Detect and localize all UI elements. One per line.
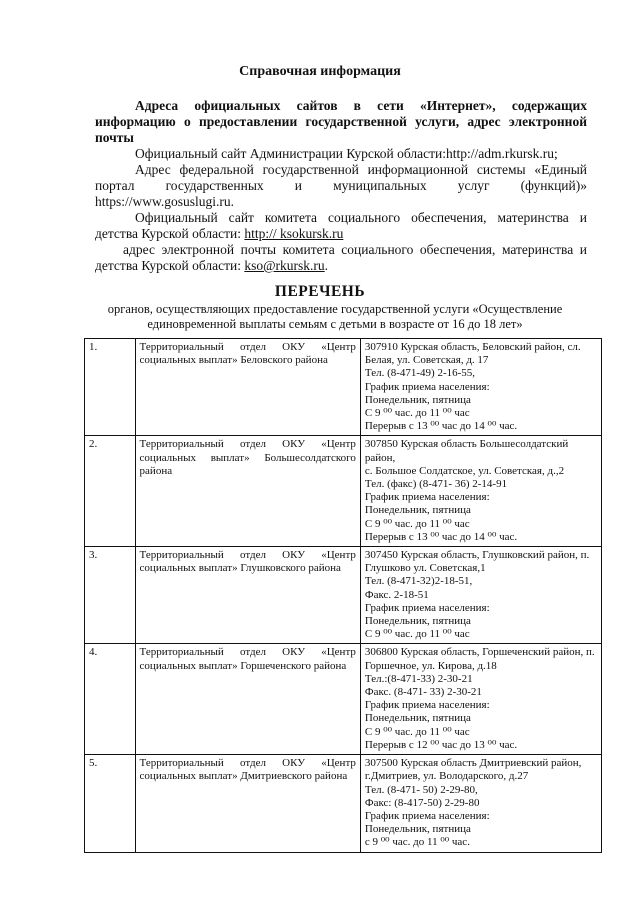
address-line: График приема населения: [364,699,490,712]
address-line: 307500 Курская область Дмитриевский район, г.Дмитриев, ул. Володарского, д.27 [364,757,582,783]
address-line: С 9 ⁰⁰ час. до 11 ⁰⁰ час [364,628,470,641]
row-number: 3. [85,547,136,644]
address-line: График приема населения: [364,380,490,393]
address-line: Тел. (факс) (8-471- 36) 2-14-91 [364,478,508,491]
row-number: 1. [85,339,136,436]
address-line: 306800 Курская область, Горшеченский район, п. Горшечное, ул. Кирова, д.18 [364,646,595,672]
address-line: Факс. (8-471- 33) 2-30-21 [364,686,482,699]
address-line: С 9 ⁰⁰ час. до 11 ⁰⁰ час [364,517,470,530]
organization-address [360,547,601,644]
address-line: Тел. (8-471- 50) 2-29-80, [364,783,478,796]
address-line: Понедельник, пятница [364,393,471,406]
table-row [85,644,602,755]
address-line: Понедельник, пятница [364,823,471,836]
address-line: Перерыв с 12 ⁰⁰ час до 13 ⁰⁰ час. [364,738,518,751]
address-line: с 9 ⁰⁰ час. до 11 ⁰⁰ час. [364,836,470,849]
address-line: Тел.:(8-471-33) 2-30-21 [364,672,473,685]
table-row [85,755,602,852]
organization-name: Территориальный отдел ОКУ «Центр социальных выплат» Беловского района [135,339,360,436]
organization-name: Территориальный отдел ОКУ «Центр социальных выплат» Дмитриевского района [135,755,360,852]
address-line: Тел. (8-471-49) 2-16-55, [364,367,476,380]
intro-heading-text: Адреса официальных сайтов в сети «Интернет», содержащих информацию о предоставлении государственной услуги, адрес электронной почты [95,98,587,145]
address-line: С 9 ⁰⁰ час. до 11 ⁰⁰ час [364,407,470,420]
organization-name: Территориальный отдел ОКУ «Центр социальных выплат» Большесолдатского района [135,436,360,547]
address-line: Факс. 2-18-51 [364,588,429,601]
committee-site-link[interactable]: http:// ksokursk.ru [244,226,344,241]
address-line: 307910 Курская область, Беловский район, сл. Белая, ул. Советская, д. 17 [364,341,581,367]
official-site-paragraph: Официальный сайт Администрации Курской области:http://adm.rkursk.ru; [135,146,558,161]
address-line: Понедельник, пятница [364,615,471,628]
organization-address [360,755,601,852]
row-number: 2. [85,436,136,547]
email-end: . [324,258,329,273]
organization-name: Территориальный отдел ОКУ «Центр социальных выплат» Горшеченского района [135,644,360,755]
row-number: 4. [85,644,136,755]
list-heading: ПЕРЕЧЕНЬ [274,283,366,300]
address-line: Перерыв с 13 ⁰⁰ час до 14 ⁰⁰ час. [364,420,518,433]
address-line: С 9 ⁰⁰ час. до 11 ⁰⁰ час [364,725,470,738]
address-line: Тел. (8-471-32)2-18-51, [364,575,473,588]
email-paragraph [95,242,587,274]
email-text: адрес электронной почты комитета социального обеспечения, материнства и детства Курской области: [95,242,587,273]
address-line: График приема населения: [364,491,490,504]
page-title: Справочная информация [239,64,401,79]
address-line: Понедельник, пятница [364,504,471,517]
committee-site-paragraph [95,210,587,242]
organization-name: Территориальный отдел ОКУ «Центр социальных выплат» Глушковского района [135,547,360,644]
table-row [85,436,602,547]
address-line: с. Большое Солдатское, ул. Советская, д.,2 [364,464,565,477]
address-line: 307450 Курская область, Глушковский район, п. Глушково ул. Советская,1 [364,549,590,575]
list-subtitle: органов, осуществляющих предоставление государственной услуги «Осуществление единовременной выплаты семьям с детьми в возрасте от 16 до 18 лет» [107,302,563,331]
address-line: Перерыв с 13 ⁰⁰ час до 14 ⁰⁰ час. [364,530,518,543]
organization-address [360,339,601,436]
organization-address [360,644,601,755]
table-row [85,547,602,644]
address-line: График приема населения: [364,601,490,614]
intro-heading [95,98,587,146]
address-line: Понедельник, пятница [364,712,471,725]
address-line: 307850 Курская область Большесолдатский район, [364,438,569,464]
organizations-table [84,338,602,853]
gosuslugi-paragraph: Адрес федеральной государственной информационной системы «Единый портал государственных и муниципальных услуг (функций)» https://www.gosuslugi.ru. [95,162,587,209]
address-line: График приема населения: [364,809,490,822]
organization-address [360,436,601,547]
address-line: Факс: (8-417-50) 2-29-80 [364,796,480,809]
committee-site-text: Официальный сайт комитета социального обеспечения, материнства и детства Курской области: [95,210,587,241]
row-number: 5. [85,755,136,852]
table-row [85,339,602,436]
email-link[interactable]: kso@rkursk.ru [244,258,325,273]
